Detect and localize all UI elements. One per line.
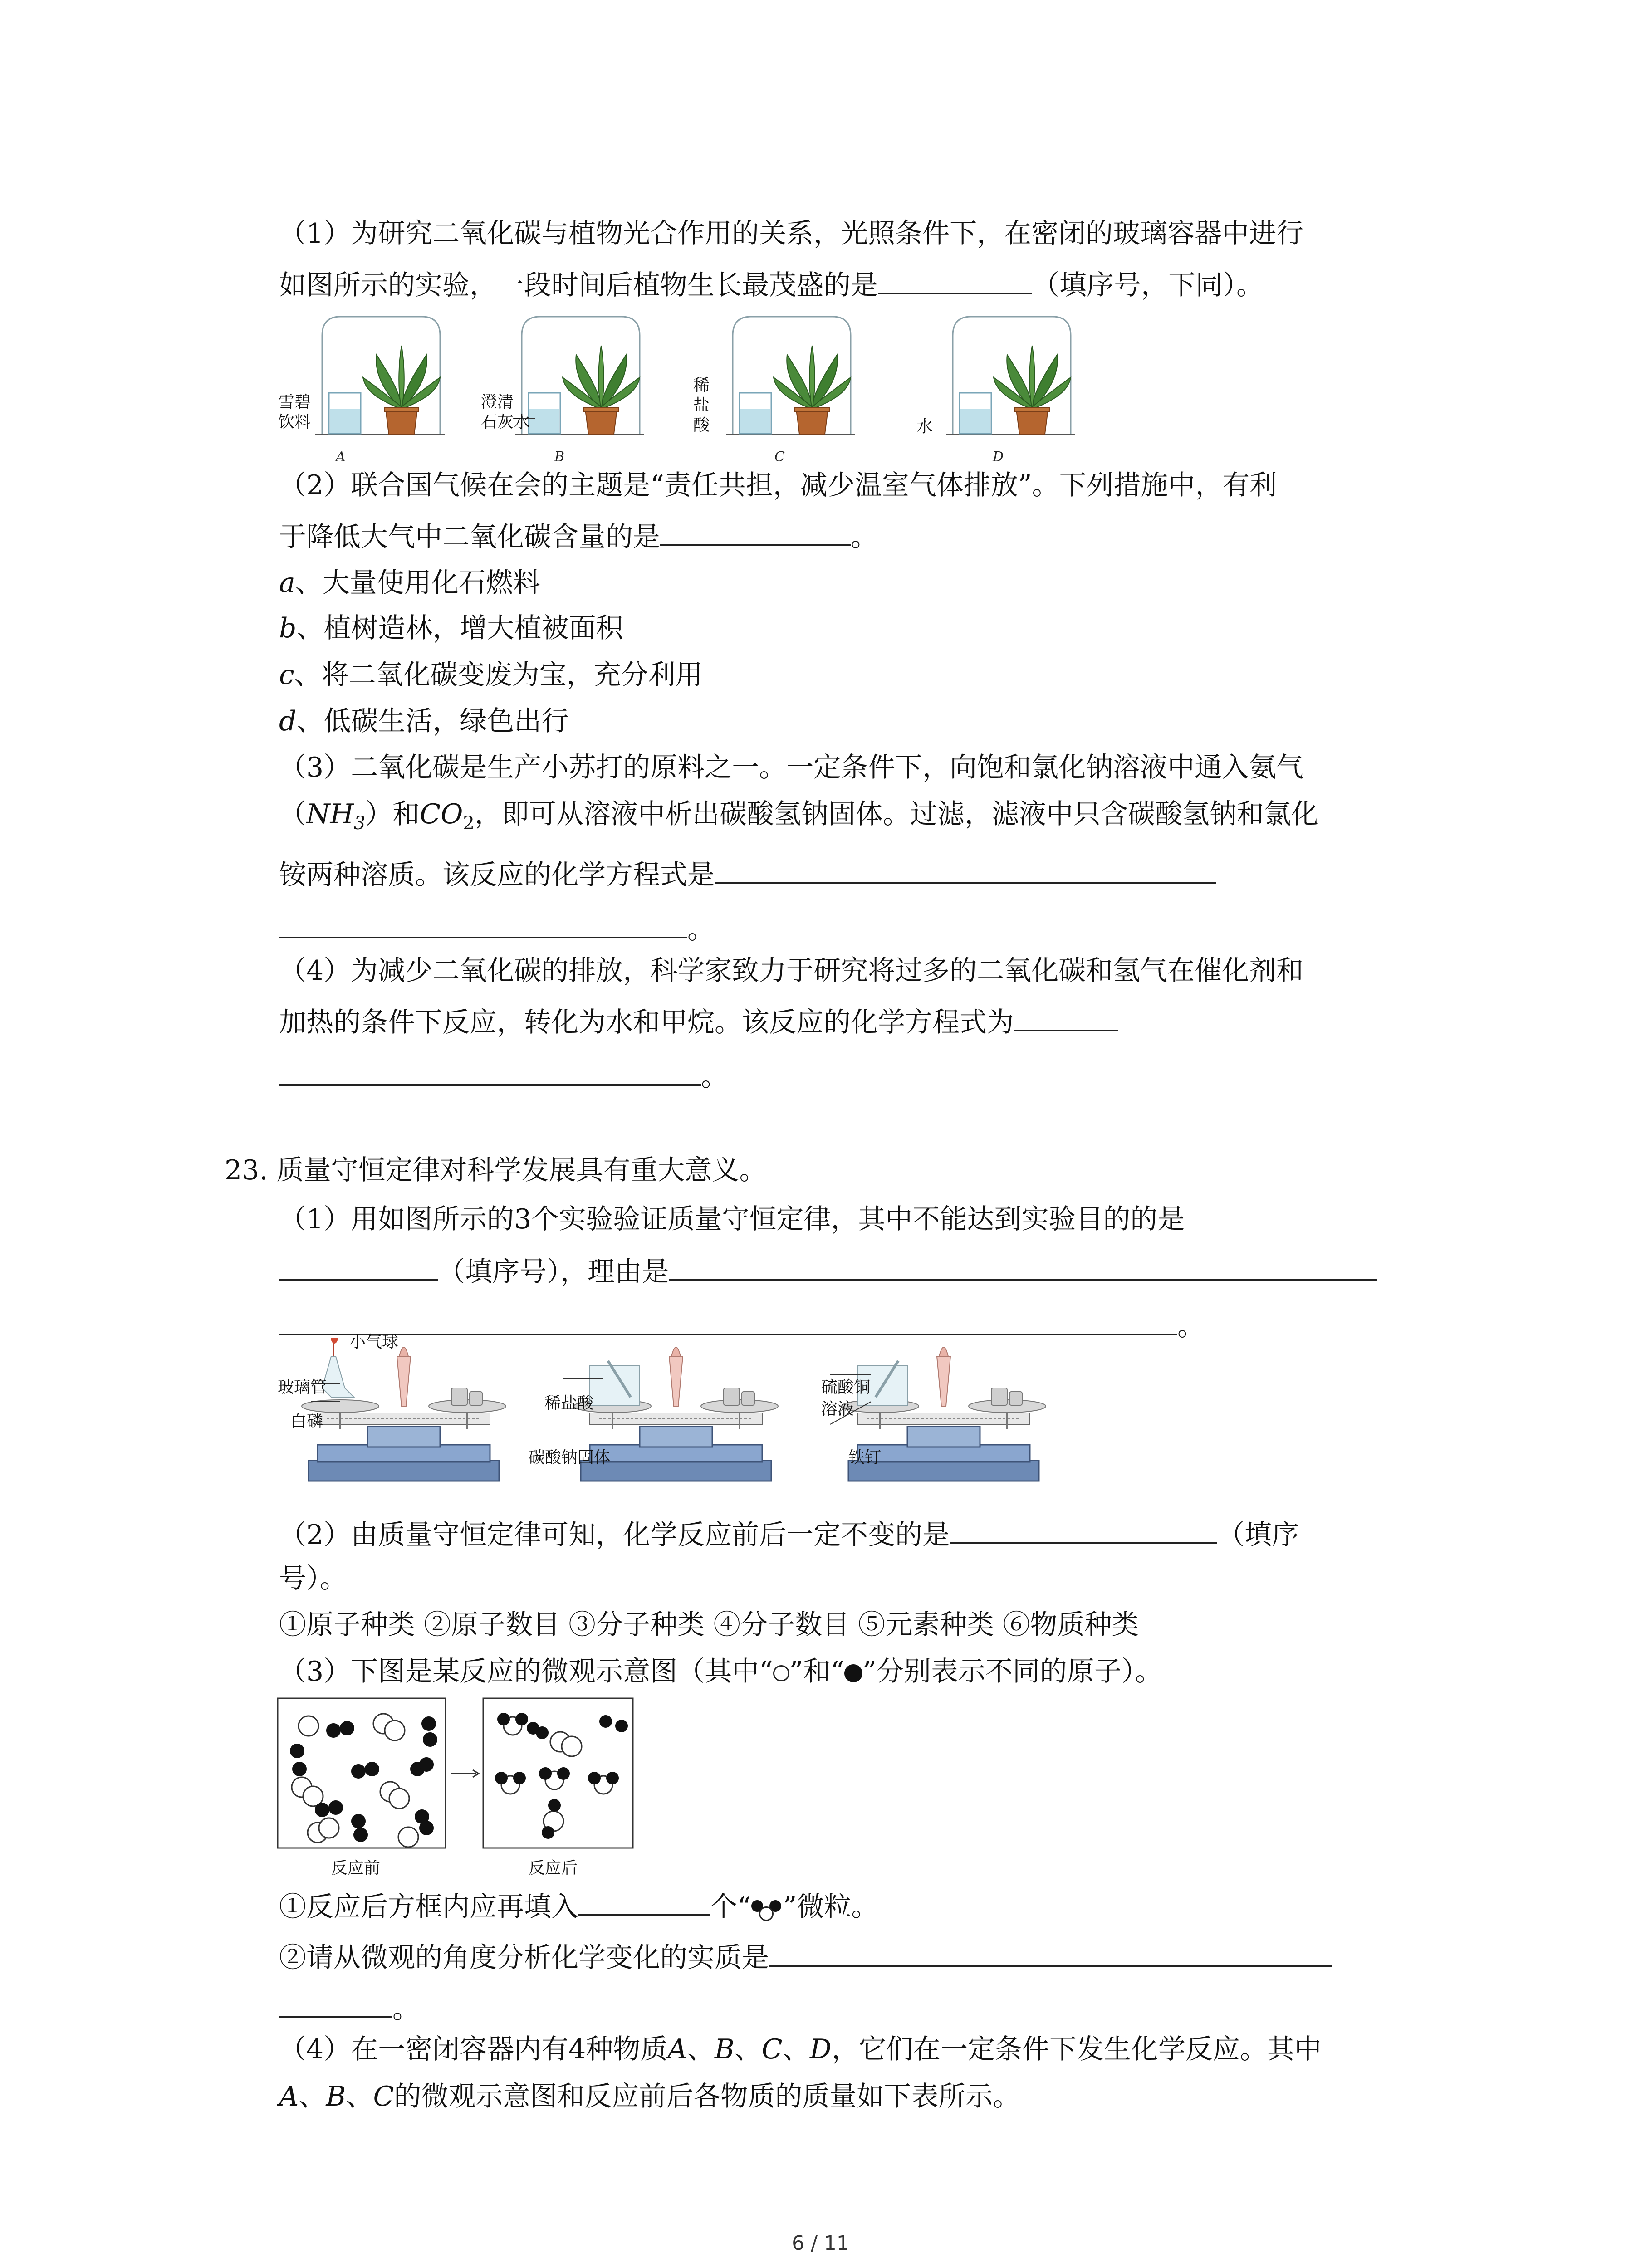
q23-part1-line1: （1）用如图所示的3个实验验证质量守恒定律，其中不能达到实验目的的是 xyxy=(279,1203,1185,1235)
q23-title: 23. 质量守恒定律对科学发展具有重大意义。 xyxy=(225,1154,767,1186)
balloon-label: 小气球 xyxy=(349,1333,399,1351)
q22-part1-text1: （1）为研究二氧化碳与植物光合作用的关系，光照条件下，在密闭的玻璃容器中进行 xyxy=(279,218,1304,249)
q23-part4-line1: （4）在一密闭容器内有4种物质A、B、C、D，它们在一定条件下发生化学反应。其中 xyxy=(279,2033,1322,2065)
option-a: a、大量使用化石燃料 xyxy=(279,567,540,599)
na2co3-label: 碳酸钠固体 xyxy=(529,1448,611,1467)
q22-part4-line1: （4）为减少二氧化碳的排放，科学家致力于研究将过多的二氧化碳和氢气在催化剂和 xyxy=(279,955,1304,987)
q23-part3-q2-cont: 。 xyxy=(279,1989,420,2027)
iron-nail-label: 铁钉 xyxy=(848,1448,882,1467)
answer-blank[interactable] xyxy=(578,1887,710,1916)
q23-part3-q2: ②请从微观的角度分析化学变化的实质是 xyxy=(279,1938,1332,1976)
option-b: b、植树造林，增大植被面积 xyxy=(279,612,623,644)
page-number: 6 / 11 xyxy=(792,2232,849,2255)
q22-part1-line2 xyxy=(279,265,1264,303)
glass-tube-label: 玻璃管 xyxy=(278,1378,327,1397)
q23-part3-line1: （3）下图是某反应的微观示意图（其中“ ”和“ ”分别表示不同的原子）。 xyxy=(279,1656,1162,1687)
jar-d-label: 水 xyxy=(916,417,933,436)
answer-blank[interactable] xyxy=(279,909,687,938)
q22-part4-line2: 加热的条件下反应，转化为水和甲烷。该反应的化学方程式为 xyxy=(279,1002,1118,1041)
q23-part2-line1: （2）由质量守恒定律可知，化学反应前后一定不变的是 （填序 xyxy=(279,1515,1299,1553)
answer-blank[interactable] xyxy=(950,1515,1217,1544)
answer-blank[interactable] xyxy=(279,1306,1177,1335)
q23-part3-q1: ①反应后方框内应再填入 个“ ”微粒。 xyxy=(279,1887,878,1925)
q22-part2-text1: （2）联合国气候在会的主题是“责任共担，减少温室气体排放”。下列措施中，有利 xyxy=(279,469,1277,501)
before-label: 反应前 xyxy=(331,1859,381,1877)
cuso4-label: 硫酸铜 溶液 xyxy=(821,1378,871,1418)
white-atom-icon xyxy=(773,1665,789,1681)
answer-blank[interactable] xyxy=(1014,1002,1118,1031)
q22-part1-line1 xyxy=(279,215,1303,252)
q22-part3-line3: 铵两种溶质。该反应的化学方程式是 xyxy=(279,855,1216,893)
jar-a-label: 雪碧 饮料 xyxy=(278,393,311,431)
answer-blank[interactable] xyxy=(878,265,1032,294)
answer-blank[interactable] xyxy=(279,1057,701,1086)
q22-part3-line2: $(NH_3)$和$CO_2$，即可从溶液中析出碳酸氢钠固体。过滤，滤液中只含碳酸氢钠和氯化 xyxy=(279,798,1318,834)
q22-part3-line4: 。 xyxy=(279,909,715,948)
q22-part1-text3: （填序号，下同）。 xyxy=(1032,269,1264,301)
q22-part2-text2: 于降低大气中二氧化碳含量的是 xyxy=(279,521,660,553)
balance-experiments-figure xyxy=(272,1338,1089,1488)
option-c: c、将二氧化碳变废为宝，充分利用 xyxy=(279,659,703,691)
white-phosphorus-label: 白磷 xyxy=(290,1412,323,1431)
bell-jar-figure xyxy=(272,313,1098,476)
answer-blank[interactable] xyxy=(660,517,851,546)
after-label: 反应后 xyxy=(529,1859,578,1877)
q22-part1-text2: 如图所示的实验，一段时间后植物生长最茂盛的是 xyxy=(279,269,878,301)
molecule-icon xyxy=(751,1897,783,1920)
answer-blank[interactable] xyxy=(715,855,1216,884)
q22-part4-line3: 。 xyxy=(279,1057,728,1095)
jar-d-letter: D xyxy=(993,449,1004,465)
black-atom-icon xyxy=(844,1664,862,1682)
answer-blank[interactable] xyxy=(769,1938,1332,1967)
q23-part4-line2: A、B、C的微观示意图和反应前后各物质的质量如下表所示。 xyxy=(279,2081,1020,2112)
answer-blank[interactable] xyxy=(669,1252,1377,1281)
answer-blank[interactable] xyxy=(279,1252,438,1281)
jar-c-label: 稀 盐 酸 xyxy=(693,376,710,435)
q23-part2-line2: 号）。 xyxy=(279,1563,347,1594)
q22-part2-line2: 于降低大气中二氧化碳含量的是 。 xyxy=(279,517,878,555)
jar-b-label: 澄清 石灰水 xyxy=(481,393,530,431)
option-d: d、低碳生活，绿色出行 xyxy=(279,705,569,737)
q23-part2-items: ①原子种类 ②原子数目 ③分子种类 ④分子数目 ⑤元素种类 ⑥物质种类 xyxy=(279,1609,1139,1641)
jar-b-letter: B xyxy=(554,449,565,465)
q22-part2-line1 xyxy=(279,467,1277,503)
jar-c-letter: C xyxy=(774,449,785,465)
q23-part1-line3: 。 xyxy=(279,1306,1205,1344)
q23-part1-line2: （填序号），理由是 xyxy=(279,1252,1377,1290)
q22-part3-line1: （3）二氧化碳是生产小苏打的原料之一。一定条件下，向饱和氯化钠溶液中通入氨气 xyxy=(279,752,1304,783)
answer-blank[interactable] xyxy=(279,1989,392,2018)
jar-a-letter: A xyxy=(336,449,346,465)
hcl-label: 稀盐酸 xyxy=(544,1394,594,1413)
